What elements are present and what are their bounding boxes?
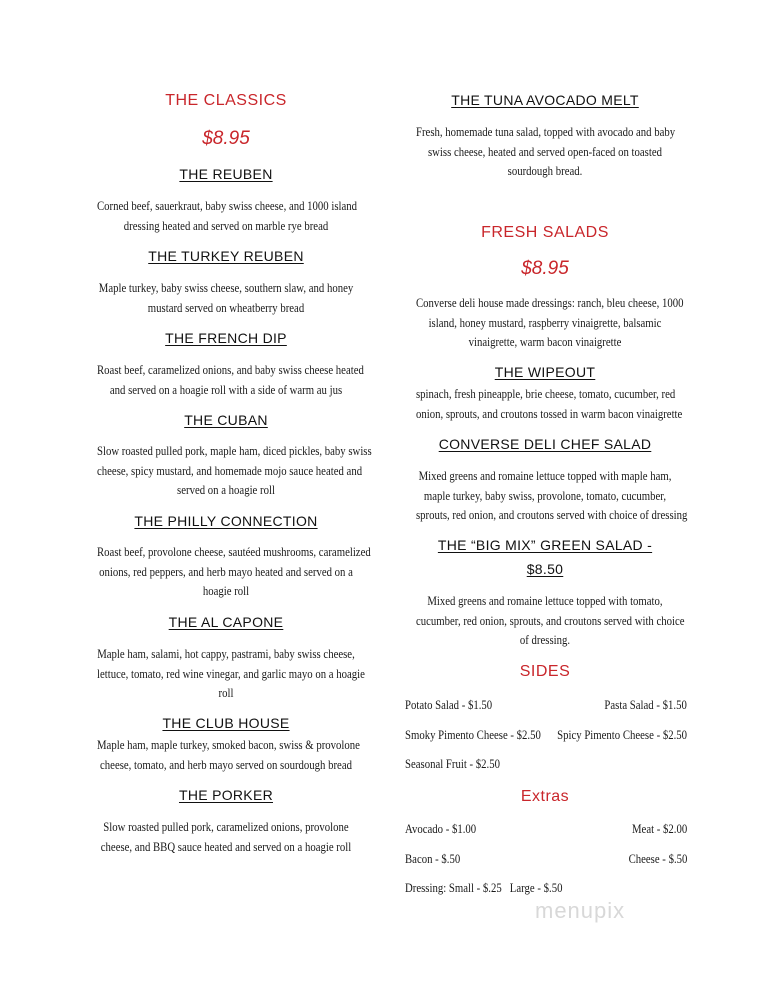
item-description [76, 736, 376, 775]
item-name: THE PHILLY CONNECTION [134, 513, 318, 529]
extra-item: Cheese - $.50 [628, 852, 687, 866]
item-name: THE PORKER [178, 787, 273, 803]
desc-line: Maple ham, salami, hot cappy, pastrami, baby swiss cheese, [97, 647, 355, 661]
item-name: THE CLUB HOUSE [162, 715, 290, 731]
desc-line: Maple turkey, baby swiss cheese, southern slaw, and honey [98, 281, 354, 295]
item-description [395, 123, 695, 182]
desc-line: maple turkey, baby swiss, provolone, tomato, cucumber, [423, 488, 667, 503]
item-description [76, 543, 376, 602]
section-title-extras: Extras [520, 788, 570, 805]
desc-line: Fresh, homemade tuna salad, topped with avocado and baby [416, 125, 676, 139]
side-item: Pasta Salad - $1.50 [604, 698, 687, 712]
item-name: THE TUNA AVOCADO MELT [451, 92, 639, 108]
item-name: THE AL CAPONE [168, 614, 284, 630]
desc-line: mustard served on wheatberry bread [147, 300, 305, 315]
item-description [76, 818, 376, 857]
desc-line: swiss cheese, heated and served open-faced on toasted [427, 144, 663, 159]
item-name: THE “BIG MIX” GREEN SALAD - [437, 537, 653, 553]
side-item: Spicy Pimento Cheese - $2.50 [557, 728, 687, 742]
desc-line: Maple ham, maple turkey, smoked bacon, swiss & provolone [97, 738, 360, 752]
desc-line: cheese, and BBQ sauce heated and served on a hoagie roll [100, 839, 352, 854]
extra-item: Dressing: Small - $.25 Large - $.50 [405, 881, 563, 895]
item-price: $8.50 [526, 561, 564, 577]
extra-item: Meat - $2.00 [631, 822, 687, 836]
desc-line: hoagie roll [202, 584, 250, 599]
item-description [76, 645, 376, 704]
desc-line: of dressing. [519, 633, 571, 648]
item-description [395, 385, 695, 424]
salads-intro [395, 294, 695, 353]
item-name: THE TURKEY REUBEN [148, 248, 304, 264]
desc-line: onions, red peppers, and herb mayo heated and served on a [99, 564, 353, 579]
desc-line: Mixed greens and romaine lettuce topped with maple ham, [418, 469, 672, 483]
desc-line: Slow roasted pulled pork, maple ham, diced pickles, baby swiss [97, 444, 372, 458]
item-name: CONVERSE DELI CHEF SALAD [438, 436, 652, 452]
desc-line: spinach, fresh pineapple, brie cheese, tomato, cucumber, red [416, 387, 676, 401]
item-name: THE WIPEOUT [494, 364, 596, 380]
salads-price: $8.95 [521, 258, 569, 279]
desc-line: served on a hoagie roll [177, 483, 275, 498]
desc-line: dressing heated and served on marble rye bread [123, 218, 329, 233]
desc-line: onion, sprouts, and croutons tossed in warm bacon vinaigrette [416, 406, 683, 421]
desc-line: cheese, tomato, and herb mayo served on sourdough bread [100, 757, 352, 772]
classics-price: $8.95 [202, 128, 250, 149]
side-item: Smoky Pimento Cheese - $2.50 [405, 728, 541, 742]
item-description [395, 592, 695, 651]
desc-line: cucumber, red onion, sprouts, and croutons served with choice [416, 613, 685, 628]
side-item: Potato Salad - $1.50 [405, 698, 493, 712]
item-name: THE CUBAN [184, 412, 268, 428]
desc-line: sourdough bread. [507, 164, 583, 179]
desc-line: island, honey mustard, raspberry vinaigrette, balsamic [428, 315, 662, 330]
desc-line: Corned beef, sauerkraut, baby swiss cheese, and 1000 island [97, 199, 358, 213]
item-name: THE REUBEN [179, 166, 273, 182]
extra-item: Avocado - $1.00 [405, 822, 477, 836]
item-name: THE FRENCH DIP [165, 330, 287, 346]
desc-line: Roast beef, provolone cheese, sautéed mushrooms, caramelized [97, 545, 371, 559]
menupix-watermark: menupix [535, 898, 626, 923]
desc-line: Converse deli house made dressings: ranch, bleu cheese, 1000 [416, 296, 684, 310]
desc-line: lettuce, tomato, red wine vinegar, and garlic mayo on a hoagie [97, 666, 365, 681]
desc-line: sprouts, red onion, and croutons served with choice of dressing [416, 508, 688, 523]
item-description [395, 467, 695, 526]
section-title-salads: FRESH SALADS [481, 224, 609, 241]
desc-line: Roast beef, caramelized onions, and baby swiss cheese heated [97, 363, 364, 377]
item-description [76, 279, 376, 318]
desc-line: vinaigrette, warm bacon vinaigrette [468, 335, 622, 350]
desc-line: and served on a hoagie roll with a side of warm au jus [109, 382, 343, 397]
desc-line: Slow roasted pulled pork, caramelized onions, provolone [103, 820, 349, 834]
desc-line: Mixed greens and romaine lettuce topped with tomato, [427, 594, 663, 608]
desc-line: cheese, spicy mustard, and homemade mojo sauce heated and [97, 463, 363, 478]
extra-item: Bacon - $.50 [405, 852, 461, 866]
desc-line: roll [218, 686, 234, 701]
item-description [76, 361, 376, 400]
section-title-sides: SIDES [519, 663, 571, 680]
side-item: Seasonal Fruit - $2.50 [405, 757, 500, 771]
section-title-classics: THE CLASSICS [165, 92, 287, 109]
item-description [76, 442, 376, 501]
item-description [76, 197, 376, 236]
